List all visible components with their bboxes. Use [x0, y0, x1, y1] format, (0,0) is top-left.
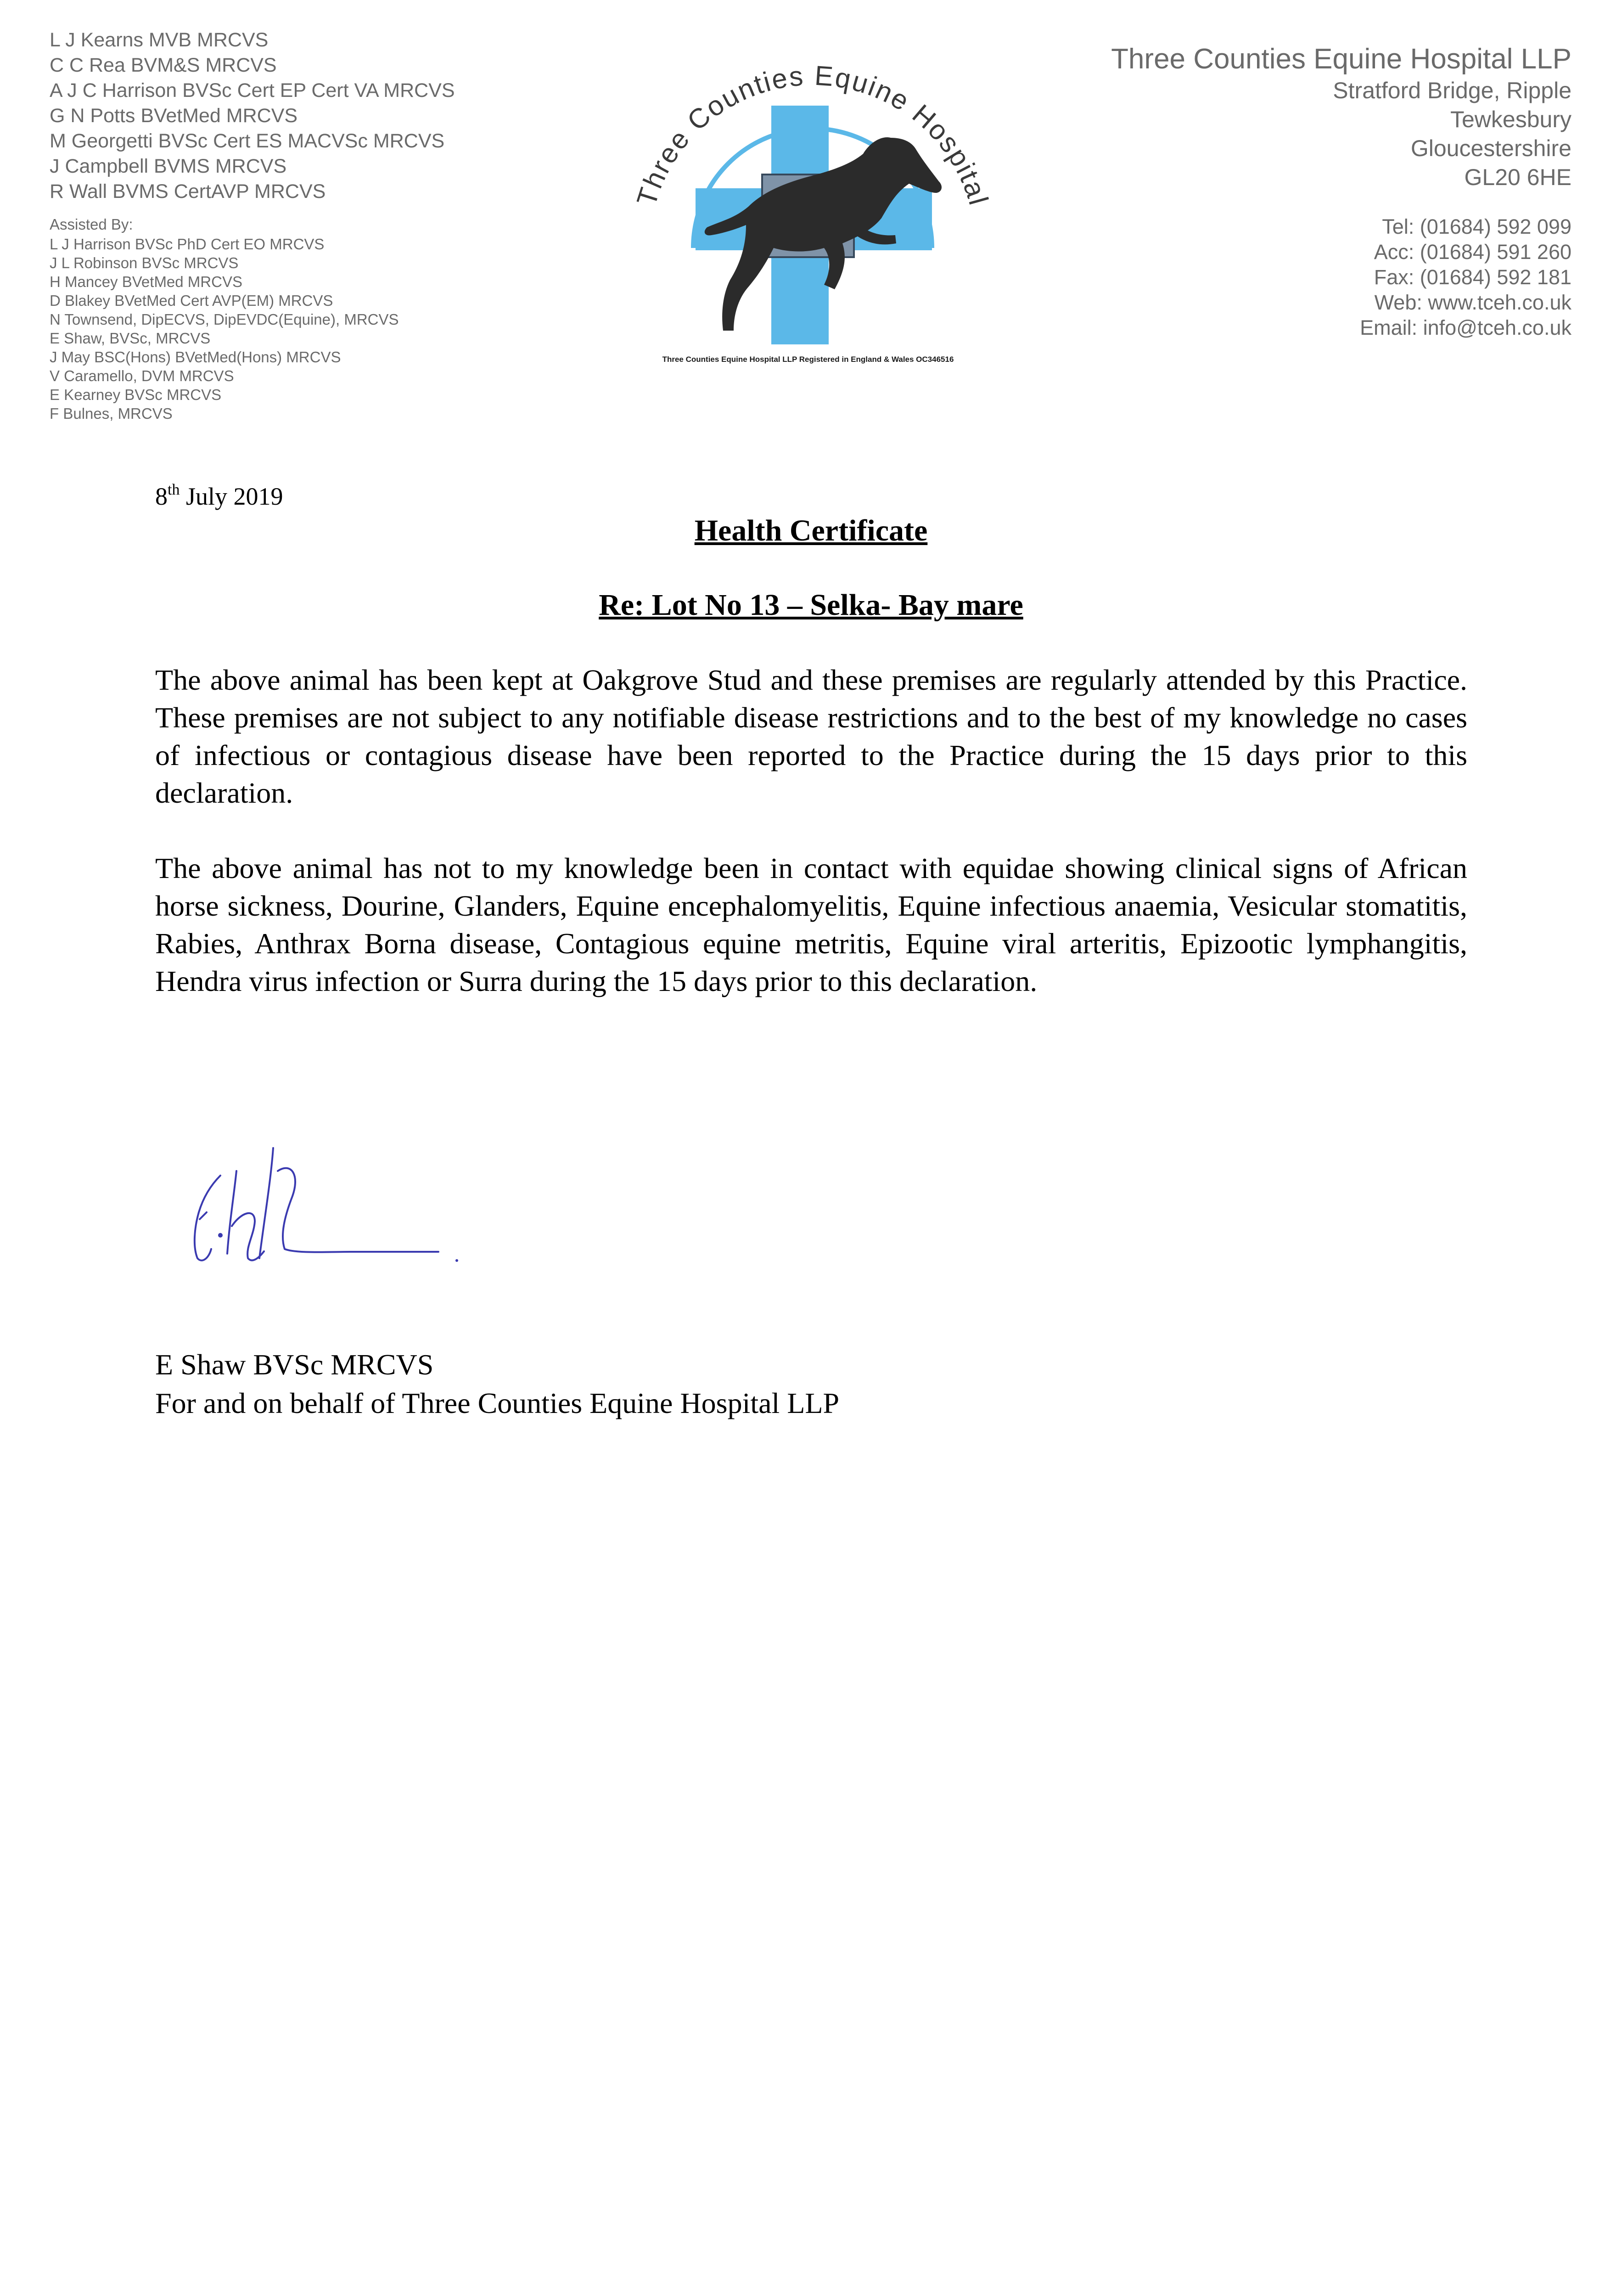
vet-name: A J C Harrison BVSc Cert EP Cert VA MRCVS: [50, 79, 455, 101]
email: Email: info@tceh.co.uk: [1360, 316, 1571, 339]
assistant-name: N Townsend, DipECVS, DipEVDC(Equine), MRCVS: [50, 311, 399, 328]
assistant-name: E Kearney BVSc MRCVS: [50, 386, 222, 403]
date-day: 8: [155, 483, 168, 510]
assistant-name: J L Robinson BVSc MRCVS: [50, 254, 239, 271]
assisted-by-list: [50, 215, 399, 423]
address-line: Tewkesbury: [1450, 107, 1571, 132]
vet-list: [50, 28, 455, 204]
hospital-logo: [615, 55, 1001, 377]
date-month-year: July 2019: [180, 483, 283, 510]
hospital-address: [1111, 42, 1571, 192]
assistant-name: J May BSC(Hons) BVetMed(Hons) MRCVS: [50, 349, 341, 366]
address-line: Gloucestershire: [1410, 135, 1571, 161]
vet-name: R Wall BVMS CertAVP MRCVS: [50, 180, 326, 203]
assistant-name: D Blakey BVetMed Cert AVP(EM) MRCVS: [50, 292, 333, 309]
certificate-title: Health Certificate: [694, 514, 928, 547]
assistant-name: F Bulnes, MRCVS: [50, 405, 173, 422]
letter-date: [155, 481, 283, 511]
contact-details: [1360, 214, 1571, 340]
fax: Fax: (01684) 592 181: [1374, 265, 1571, 289]
website: Web: www.tceh.co.uk: [1374, 291, 1571, 314]
assistant-name: V Caramello, DVM MRCVS: [50, 367, 234, 384]
paragraph-premises: The above animal has been kept at Oakgrove Stud and these premises are regularly attended by this Practice. These premises are not subject to any notifiable disease restrictions and to the best of my knowledge no cases of infectious or contagious disease have been reported to the Practice during the 15 days prior to this declaration.: [155, 664, 1467, 809]
vet-name: C C Rea BVM&S MRCVS: [50, 54, 277, 76]
vet-name: M Georgetti BVSc Cert ES MACVSc MRCVS: [50, 130, 445, 152]
assisted-by-label: Assisted By:: [50, 216, 133, 233]
signature: [181, 1143, 475, 1281]
assistant-name: H Mancey BVetMed MRCVS: [50, 273, 242, 290]
assistant-name: E Shaw, BVSc, MRCVS: [50, 330, 211, 347]
date-suffix: th: [168, 481, 180, 498]
address-line: GL20 6HE: [1464, 164, 1571, 190]
address-line: Stratford Bridge, Ripple: [1333, 78, 1571, 103]
sign-off: [155, 1345, 839, 1423]
vet-name: L J Kearns MVB MRCVS: [50, 29, 269, 51]
logo-arc-text: Three Counties Equine Hospital: [630, 60, 995, 210]
accounts-phone: Acc: (01684) 591 260: [1374, 240, 1571, 264]
logo-registration: Three Counties Equine Hospital LLP Registered in England & Wales OC346516: [662, 355, 954, 364]
hospital-name: Three Counties Equine Hospital LLP: [1111, 43, 1571, 75]
assistant-name: L J Harrison BVSc PhD Cert EO MRCVS: [50, 236, 325, 253]
paragraph-contact: The above animal has not to my knowledge been in contact with equidae showing clinical signs of African horse sickness, Dourine, Glanders, Equine encephalomyelitis, Equine infectious anaemia, Vesicular stomatitis, Rabies, Anthrax Borna disease, Contagious equine metritis, Equine viral arteritis, Epizootic lymphangitis, Hendra virus infection or Surra during the 15 days prior to this declaration.: [155, 852, 1467, 997]
telephone: Tel: (01684) 592 099: [1382, 215, 1571, 238]
subject-line: Re: Lot No 13 – Selka- Bay mare: [599, 588, 1023, 622]
on-behalf-line: For and on behalf of Three Counties Equine Hospital LLP: [155, 1387, 840, 1419]
vet-name: J Campbell BVMS MRCVS: [50, 155, 287, 177]
signatory-name: E Shaw BVSc MRCVS: [155, 1348, 434, 1381]
vet-name: G N Potts BVetMed MRCVS: [50, 105, 298, 127]
